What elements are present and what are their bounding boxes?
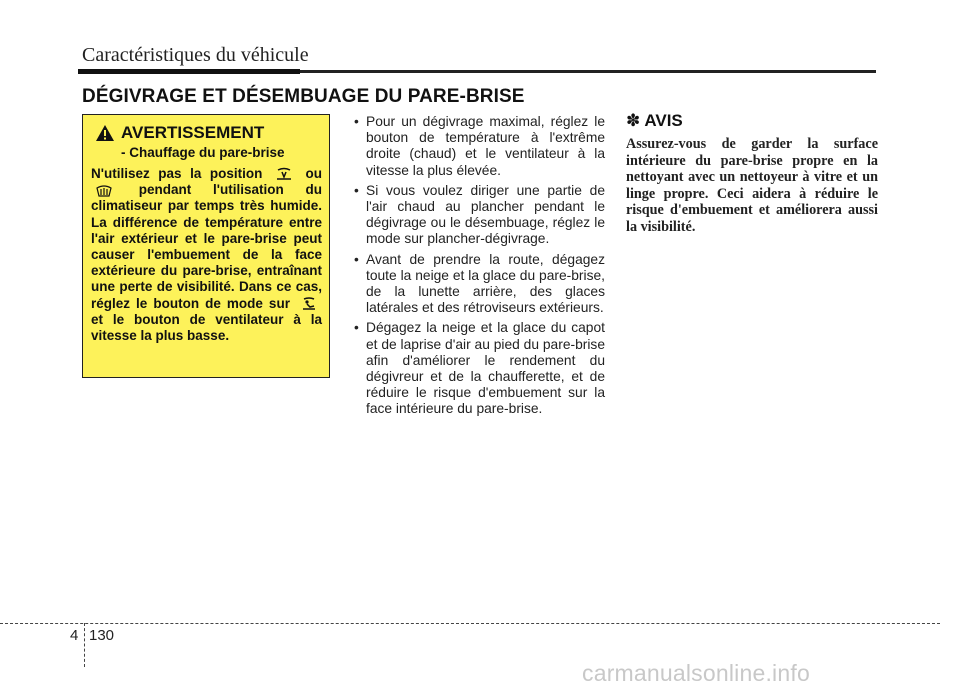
avis-text: Assurez-vous de garder la surface intérieure du pare-brise propre en la nettoyant avec un nettoyeur à vitre et un linge propre. Ceci aidera à réduire le risque d'embuement et améliorera aussi la visibilité. [626, 136, 878, 235]
floor-defrost-mode-icon [300, 297, 318, 311]
asterisk-icon: ✽ [626, 111, 641, 130]
warning-text-part-1: N'utilisez pas la position [91, 166, 263, 181]
section-title: DÉGIVRAGE ET DÉSEMBUAGE DU PARE-BRISE [82, 86, 525, 107]
warning-subtitle: - Chauffage du pare-brise [121, 145, 285, 160]
warning-text-part-3: pendant l'utilisation du climatiseur par temps très humide. La différence de température entre l'air extérieur et le pare-brise peut causer l'embuement de la face extérieure du pare-brise, entraînant une perte de visibilité. Dans ce cas, réglez le bouton de mode sur [91, 182, 322, 311]
avis-header [626, 111, 683, 131]
warning-box [82, 114, 330, 378]
avis-title: AVIS [644, 111, 683, 130]
warning-text-part-4: et le bouton de ventilateur à la vitesse la plus basse. [91, 311, 322, 344]
watermark: carmanualsonline.info [582, 660, 810, 686]
list-item: • Dégagez la neige et la glace du capot et de laprise d'air au pied du pare-brise afin d'améliorer le rendement du dégivreur et de la chaufferette, et de réduire le risque d'embuement sur la face intérieure du pare-brise. [354, 320, 605, 417]
list-item: • Avant de prendre la route, dégagez toute la neige et la glace du pare-brise, de la lunette arrière, des glaces latérales et des rétroviseurs extérieurs. [354, 251, 605, 316]
warning-header [95, 123, 322, 143]
floor-defrost-mode-icon [275, 167, 293, 181]
footer-divider [84, 623, 85, 667]
header-title: Caractéristiques du véhicule [82, 44, 309, 66]
defrost-mode-icon [95, 184, 113, 198]
page-number: 130 [89, 627, 115, 644]
list-item: • Si vous voulez diriger une partie de l'air chaud au plancher pendant le dégivrage ou le désembuage, réglez le mode sur plancher-dégivrage. [354, 182, 605, 247]
warning-text-part-2: ou [305, 166, 322, 181]
warning-text [91, 166, 322, 344]
list-item: • Pour un dégivrage maximal, réglez le bouton de température à l'extrême droite (chaud) et le ventilateur à la vitesse la plus élevée. [354, 114, 605, 178]
header-rule-accent [78, 69, 300, 74]
header-rule [78, 70, 876, 73]
instructions-list [352, 114, 605, 418]
footer-rule [0, 623, 940, 624]
warning-title: AVERTISSEMENT [121, 123, 265, 142]
warning-triangle-icon [95, 124, 115, 142]
chapter-number: 4 [70, 627, 79, 644]
instructions-column [352, 114, 605, 422]
